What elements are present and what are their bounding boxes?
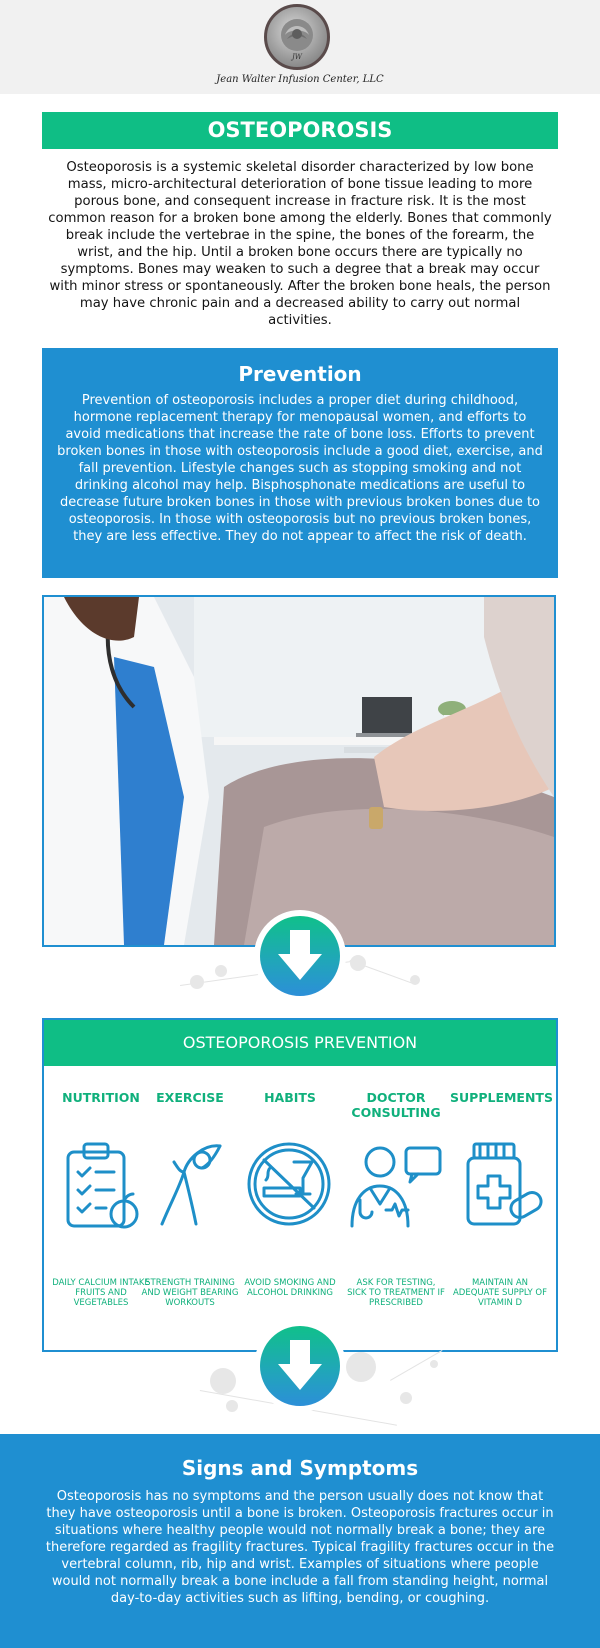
molecule-dot	[410, 975, 420, 985]
header	[0, 0, 600, 94]
doctor-patient-photo	[42, 595, 556, 947]
prevention-panel-heading: OSTEOPOROSIS PREVENTION	[44, 1020, 556, 1066]
molecule-dot	[226, 1400, 238, 1412]
logo-text: Jean Walter Infusion Center, LLC	[216, 74, 384, 85]
molecule-dot	[210, 1368, 236, 1394]
no-smoking-drinking-icon	[244, 1138, 334, 1230]
category-desc-exercise: STRENGTH TRAINING AND WEIGHT BEARING WORKOUTS	[141, 1278, 239, 1308]
down-arrow-icon	[260, 916, 340, 996]
down-arrow-badge	[254, 1320, 346, 1412]
category-desc-habits: AVOID SMOKING AND ALCOHOL DRINKING	[244, 1278, 336, 1298]
page-title: OSTEOPOROSIS	[42, 112, 558, 149]
prevention-panel	[42, 1018, 558, 1352]
signs-body: Osteoporosis has no symptoms and the person usually does not know that they have osteoporosis until a bone is broken. Osteoporosis fractures occur in situations where healthy people would not normally break a bone; they are therefore regarded as fragility fractures. Typical fragility fractures occur in the vertebral column, rib, hip and wrist. Examples of situations where people would not normally break a bone include a fall from standing height, normal day-to-day activities such as lifting, bending, or coughing.	[45, 1489, 555, 1606]
clipboard-apple-icon	[58, 1138, 148, 1230]
molecule-dot	[215, 965, 227, 977]
doctor-chat-icon	[346, 1138, 436, 1230]
category-title-nutrition: NUTRITION	[62, 1090, 140, 1105]
prevention-body: Prevention of osteoporosis includes a proper diet during childhood, hormone replacement therapy for menopausal women, and efforts to avoid medications that increase the rate of bone loss. Efforts to prevent broken bones in those with osteoporosis include a good diet, exercise, and fall prevention. Lifestyle changes such as stopping smoking and not drinking alcohol may help. Bisphosphonate medications are useful to decrease future broken bones in those with previous broken bones due to osteoporosis. In those with osteoporosis but no previous broken bones, they are less effective. They do not appear to affect the risk of death.	[57, 393, 543, 544]
category-title-habits: HABITS	[264, 1090, 316, 1105]
signs-title: Signs and Symptoms	[181, 1456, 419, 1480]
signs-section	[0, 1434, 600, 1648]
category-desc-doctor: ASK FOR TESTING, SICK TO TREATMENT IF PRESCRIBED	[347, 1278, 445, 1308]
prevention-title: Prevention	[238, 362, 362, 386]
category-title-doctor: DOCTOR CONSULTING	[351, 1090, 441, 1120]
prevention-section	[42, 348, 558, 578]
intro-paragraph: Osteoporosis is a systemic skeletal disorder characterized by low bone mass, micro-architectural deterioration of bone tissue leading to more porous bone, and consequent increase in fracture risk. It is the most common reason for a broken bone among the elderly. Bones that commonly break include the vertebrae in the spine, the bones of the forearm, the wrist, and the hip. Until a broken bone occurs there are typically no symptoms. Bones may weaken to such a degree that a break may occur with minor stress or spontaneously. After the broken bone heals, the person may have chronic pain and a decreased ability to carry out normal activities.	[48, 160, 552, 328]
category-title-exercise: EXERCISE	[156, 1090, 224, 1105]
down-arrow-badge	[254, 910, 346, 1002]
molecule-dot	[430, 1360, 438, 1368]
rose-logo-icon	[264, 4, 330, 70]
stretching-person-icon	[144, 1138, 234, 1230]
molecule-dot	[350, 955, 366, 971]
category-desc-nutrition: DAILY CALCIUM INTAKE FRUITS AND VEGETABLES	[52, 1278, 150, 1308]
category-title-supplements: SUPPLEMENTS	[450, 1090, 553, 1105]
molecule-dot	[190, 975, 204, 989]
svg-text:JW: JW	[291, 53, 303, 61]
pill-bottle-icon	[458, 1138, 548, 1230]
molecule-dot	[400, 1392, 412, 1404]
molecule-dot	[346, 1352, 376, 1382]
down-arrow-icon	[260, 1326, 340, 1406]
category-desc-supplements: MAINTAIN AN ADEQUATE SUPPLY OF VITAMIN D	[452, 1278, 547, 1308]
